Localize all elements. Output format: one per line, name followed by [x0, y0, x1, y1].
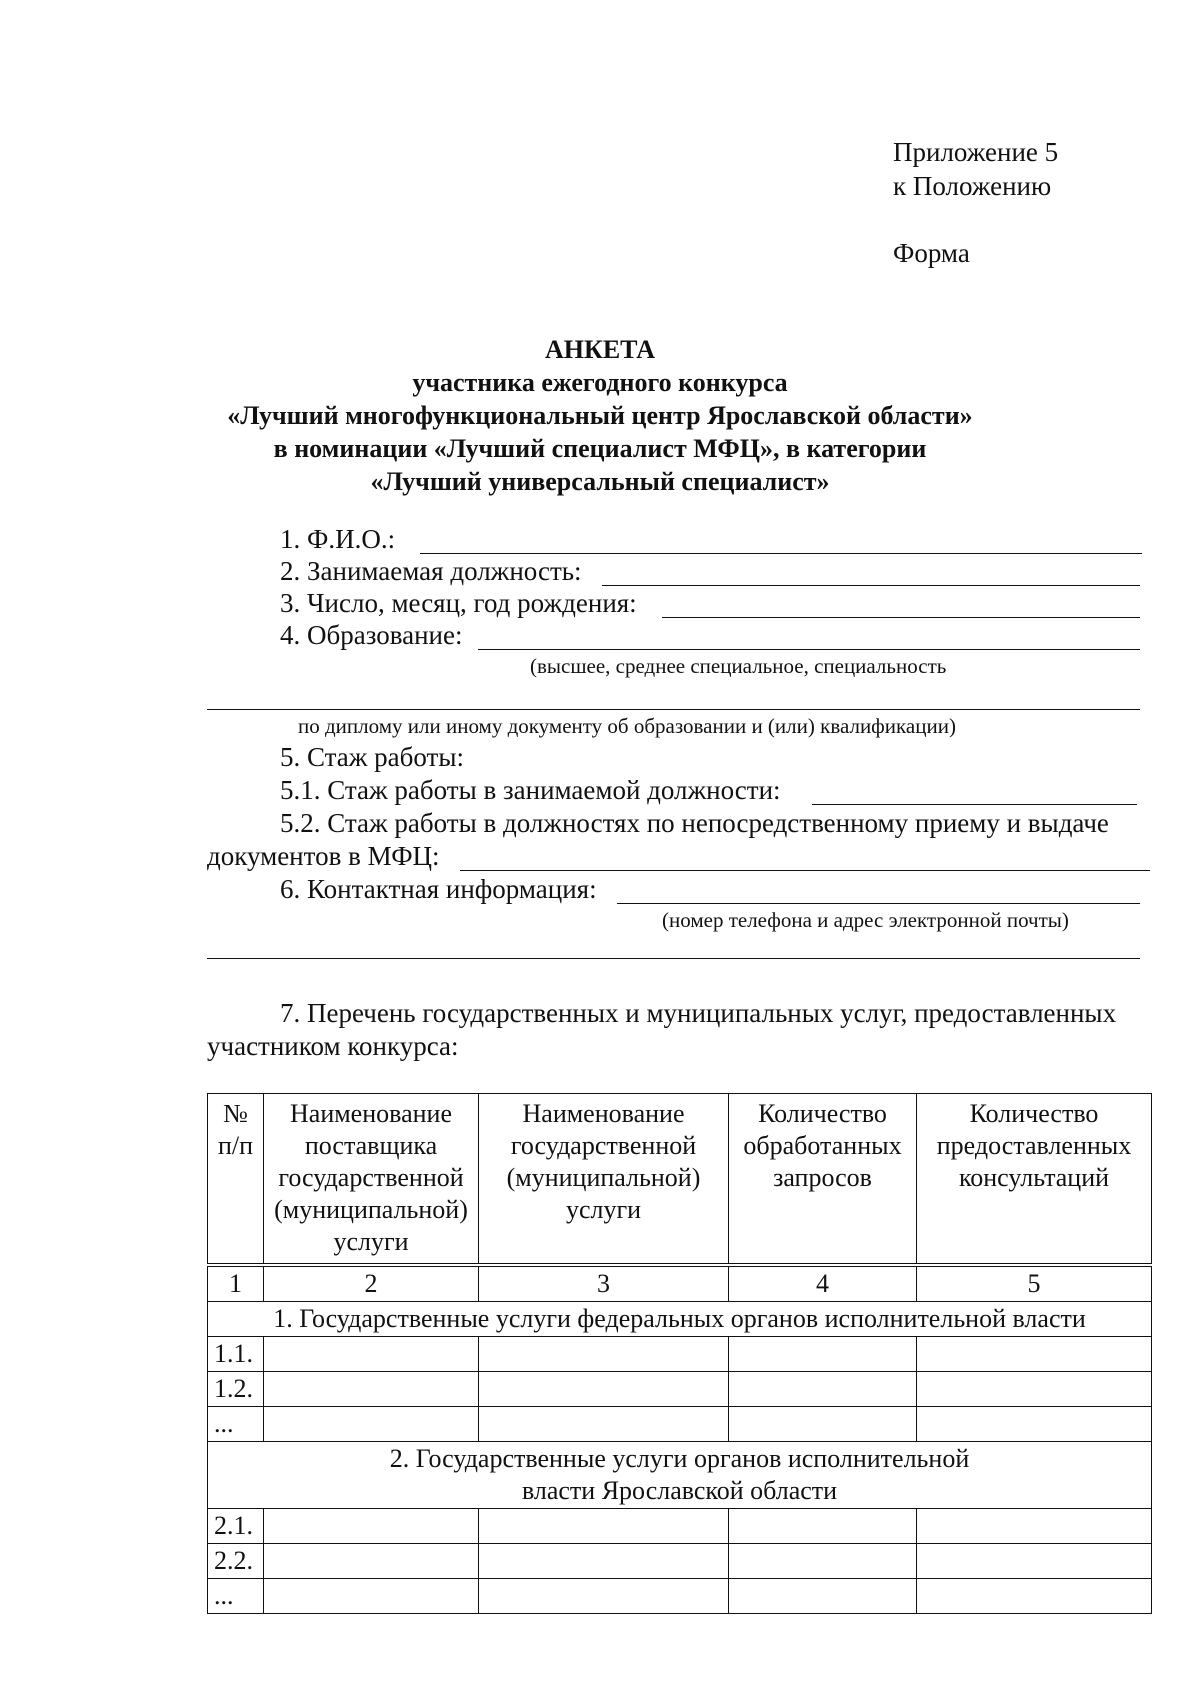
table-row: [208, 1337, 1152, 1372]
table-cell[interactable]: [264, 1509, 479, 1544]
table-cell[interactable]: [729, 1509, 917, 1544]
education-input-line-2[interactable]: [207, 709, 1140, 710]
birth-date-input-line[interactable]: [662, 617, 1140, 618]
table-row: [208, 1579, 1152, 1614]
row-number: ...: [208, 1579, 264, 1614]
table-cell[interactable]: [479, 1407, 729, 1442]
table-cell[interactable]: [264, 1407, 479, 1442]
form-label: Форма: [893, 238, 970, 268]
column-number: 2: [264, 1265, 479, 1302]
table-cell[interactable]: [479, 1544, 729, 1579]
table-row: [208, 1372, 1152, 1407]
title-subline-3: в номинации «Лучший специалист МФЦ», в категории: [273, 434, 927, 463]
section-1-title: 1. Государственные услуги федеральных органов исполнительной власти: [208, 1302, 1152, 1337]
experience-current-input-line[interactable]: [812, 804, 1137, 805]
contacts-label: 6. Контактная информация:: [280, 874, 597, 904]
table-header-row: [208, 1094, 1152, 1266]
fio-label: 1. Ф.И.О.:: [280, 524, 396, 554]
appendix-line-1: Приложение 5: [893, 137, 1059, 167]
table-row: [208, 1509, 1152, 1544]
row-number: 2.1.: [208, 1509, 264, 1544]
contacts-input-line[interactable]: [617, 903, 1140, 904]
education-input-line[interactable]: [478, 649, 1140, 650]
row-number: 1.2.: [208, 1372, 264, 1407]
experience-label: 5. Стаж работы:: [280, 742, 464, 772]
table-cell[interactable]: [479, 1509, 729, 1544]
document-title: АНКЕТА: [544, 335, 656, 364]
table-cell[interactable]: [264, 1579, 479, 1614]
column-number: 5: [917, 1265, 1152, 1302]
section-2-title: 2. Государственные услуги органов исполнительной власти Ярославской области: [208, 1442, 1152, 1509]
position-label: 2. Занимаемая должность:: [280, 556, 582, 586]
experience-current-label: 5.1. Стаж работы в занимаемой должности:: [280, 775, 781, 805]
table-cell[interactable]: [917, 1337, 1152, 1372]
table-cell[interactable]: [729, 1337, 917, 1372]
section-row: [208, 1442, 1152, 1509]
table-cell[interactable]: [917, 1579, 1152, 1614]
column-numbers-row: [208, 1265, 1152, 1302]
header-number: № п/п: [208, 1094, 264, 1266]
table-cell[interactable]: [729, 1372, 917, 1407]
row-number: 2.2.: [208, 1544, 264, 1579]
education-label: 4. Образование:: [280, 620, 463, 650]
services-table: [207, 1093, 1152, 1614]
experience-mfc-label-2: документов в МФЦ:: [207, 841, 440, 871]
experience-mfc-input-line[interactable]: [460, 870, 1150, 871]
education-hint-1: (высшее, среднее специальное, специальность: [530, 654, 947, 678]
title-subline-2: «Лучший многофункциональный центр Ярославской области»: [227, 401, 973, 430]
table-cell[interactable]: [729, 1579, 917, 1614]
appendix-line-2: к Положению: [893, 171, 1052, 201]
column-number: 1: [208, 1265, 264, 1302]
header-provider: Наименование поставщика государственной (муниципальной) услуги: [264, 1094, 479, 1266]
table-cell[interactable]: [917, 1372, 1152, 1407]
title-subline-4: «Лучший универсальный специалист»: [370, 467, 830, 496]
section-row: [208, 1302, 1152, 1337]
birth-date-label: 3. Число, месяц, год рождения:: [280, 588, 637, 618]
column-number: 4: [729, 1265, 917, 1302]
table-cell[interactable]: [479, 1372, 729, 1407]
education-hint-2: по диплому или иному документу об образовании и (или) квалификации): [298, 714, 956, 738]
header-requests-count: Количество обработанных запросов: [729, 1094, 917, 1266]
table-row: [208, 1544, 1152, 1579]
table-cell[interactable]: [264, 1337, 479, 1372]
position-input-line[interactable]: [602, 585, 1140, 586]
header-consultations-count: Количество предоставленных консультаций: [917, 1094, 1152, 1266]
title-subline-1: участника ежегодного конкурса: [412, 368, 788, 397]
services-list-label-1: 7. Перечень государственных и муниципальных услуг, предоставленных: [280, 998, 1117, 1028]
table-cell[interactable]: [917, 1544, 1152, 1579]
contacts-input-line-2[interactable]: [207, 958, 1140, 959]
header-service-name: Наименование государственной (муниципальной) услуги: [479, 1094, 729, 1266]
table-cell[interactable]: [729, 1544, 917, 1579]
column-number: 3: [479, 1265, 729, 1302]
table-row: [208, 1407, 1152, 1442]
table-cell[interactable]: [479, 1579, 729, 1614]
table-cell[interactable]: [729, 1407, 917, 1442]
table-cell[interactable]: [917, 1407, 1152, 1442]
experience-mfc-label-1: 5.2. Стаж работы в должностях по непосредственному приему и выдаче: [280, 808, 1109, 838]
row-number: ...: [208, 1407, 264, 1442]
table-cell[interactable]: [264, 1544, 479, 1579]
contacts-hint: (номер телефона и адрес электронной почты): [662, 908, 1069, 932]
table-cell[interactable]: [479, 1337, 729, 1372]
table-cell[interactable]: [917, 1509, 1152, 1544]
table-cell[interactable]: [264, 1372, 479, 1407]
row-number: 1.1.: [208, 1337, 264, 1372]
appendix-reference: [893, 135, 1058, 203]
services-list-label-2: участником конкурса:: [207, 1031, 459, 1061]
